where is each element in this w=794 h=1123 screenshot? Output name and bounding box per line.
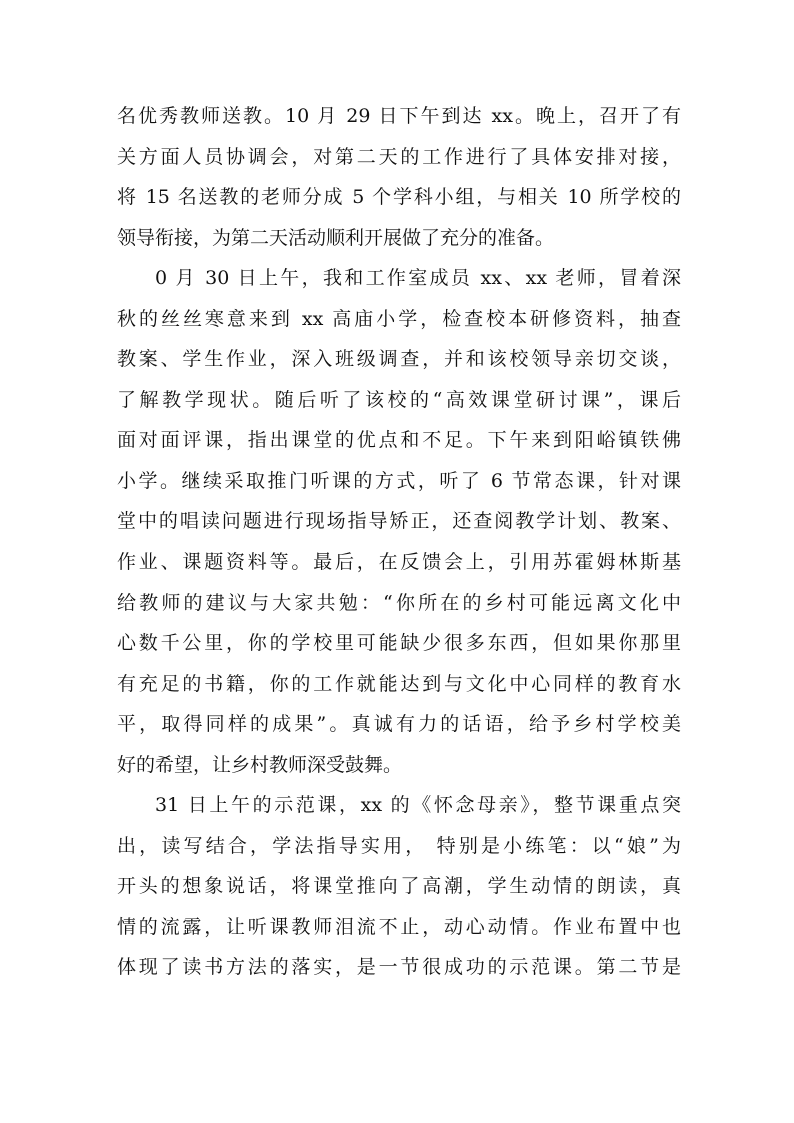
text-line: 秋的丝丝寒意来到 xx 高庙小学，检查校本研修资料，抽查	[117, 307, 681, 330]
text-line: 教案、学生作业，深入班级调查，并和该校领导亲切交谈，	[117, 348, 681, 371]
text-line: 平，取得同样的成果”。真诚有力的话语，给予乡村学校美	[117, 713, 681, 736]
text-line: 0 月 30 日上午，我和工作室成员 xx、xx 老师，冒着深	[155, 267, 681, 290]
text-line: 情的流露，让听课教师泪流不止，动心动情。作业布置中也	[117, 915, 681, 938]
text-line: 了解教学现状。随后听了该校的“高效课堂研讨课”，课后	[117, 388, 681, 411]
text-line: 好的希望，让乡村教师深受鼓舞。	[117, 753, 403, 776]
text-line: 关方面人员协调会，对第二天的工作进行了具体安排对接，	[117, 145, 681, 168]
text-line: 作业、课题资料等。最后，在反馈会上，引用苏霍姆林斯基	[117, 551, 681, 574]
body-text	[117, 96, 681, 988]
text-line: 名优秀教师送教。10 月 29 日下午到达 xx。晚上，召开了有	[117, 105, 681, 127]
text-line: 有充足的书籍，你的工作就能达到与文化中心同样的教育水	[117, 672, 681, 695]
text-line: 体现了读书方法的落实，是一节很成功的示范课。第二节是	[117, 956, 681, 979]
text-line: 31 日上午的示范课，xx 的《怀念母亲》，整节课重点突	[155, 794, 681, 817]
text-line: 将 15 名送教的老师分成 5 个学科小组，与相关 10 所学校的	[117, 186, 681, 209]
text-line: 出，读写结合，学法指导实用， 特别是小练笔：以“娘”为	[117, 834, 681, 857]
text-line: 领导衔接，为第二天活动顺利开展做了充分的准备。	[117, 226, 555, 249]
text-line: 小学。继续采取推门听课的方式，听了 6 节常态课，针对课	[117, 469, 681, 492]
text-line: 心数千公里，你的学校里可能缺少很多东西，但如果你那里	[117, 632, 681, 655]
text-line: 给教师的建议与大家共勉：“你所在的乡村可能远离文化中	[117, 591, 681, 614]
text-line: 面对面评课，指出课堂的优点和不足。下午来到阳峪镇铁佛	[117, 429, 681, 452]
text-line: 堂中的唱读问题进行现场指导矫正，还查阅教学计划、教案、	[117, 510, 681, 533]
text-line: 开头的想象说话，将课堂推向了高潮，学生动情的朗读，真	[117, 875, 681, 898]
